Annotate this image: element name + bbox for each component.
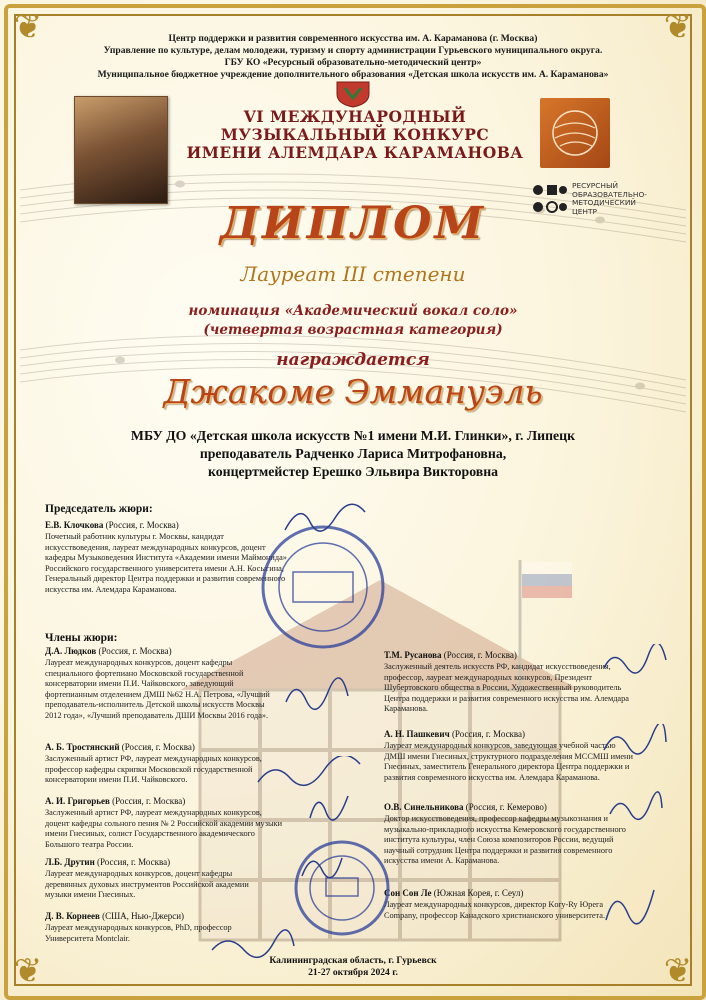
school-line-1: МБУ ДО «Детская школа искусств №1 имени М.И. Глинки», г. Липецк (130, 428, 576, 443)
nomination: номинация «Академический вокал соло» (188, 303, 518, 319)
age-category: (четвертая возрастная категория) (203, 322, 503, 338)
laureate-degree: Лауреат III степени (240, 262, 466, 286)
jury-member-name: Л.Б. Друтин (Россия, г. Москва) (45, 857, 171, 867)
jury-member-description: Лауреат международных конкурсов, PhD, профессор Университета Montclair. (45, 923, 232, 943)
signature-le-icon (600, 880, 660, 930)
jury-member-description: Лауреат международных конкурсов, доцент кафедры специального фортепиано Московской государственной консерватории имени П.И. Чайковского, заведующий фортепианным отделением ДМШ №62 Н.А. Петрова, «Лучший преподаватель-исполнитель Детской школы искусств Москвы 2012 года», «Лучший преподаватель ДШИ Москвы 2016 года». (45, 658, 270, 720)
corner-ornament-icon: ❦ (13, 953, 43, 990)
jury-member-description: Заслуженный деятель искусств РФ, кандидат искусствоведения, профессор, лауреат международных конкурсов, Президент Шубертовского общества в России, Художественный руководитель Центра поддержки и развития современного искусства им. Алемдара Караманова. (384, 662, 629, 714)
competition-title-line-3: ИМЕНИ АЛЕМДАРА КАРАМАНОВА (186, 143, 524, 162)
teacher-line: преподаватель Радченко Лариса Митрофановна, (199, 446, 507, 461)
jury-chair-name: Е.В. Клочкова (Россия, г. Москва) (45, 520, 179, 530)
round-stamp-icon (258, 522, 388, 652)
awarded-label: награждается (276, 350, 430, 370)
jury-chair-heading: Председатель жюри: (45, 503, 153, 515)
signature-trostyansky-icon (254, 756, 364, 790)
header-line-1: Центр поддержки и развития современного искусства им. А. Караманова (г. Москва) (168, 33, 538, 44)
jury-member-description: Лауреат международных конкурсов, директор Kory-Ry Юрега Company, профессор Канадского христианского университета. (384, 900, 606, 920)
signature-sinelnikova-icon (606, 790, 666, 826)
competition-title-line-1: VI МЕЖДУНАРОДНЫЙ (243, 107, 467, 126)
signature-rusanova-icon (600, 644, 670, 680)
corner-ornament-icon: ❦ (13, 9, 43, 46)
header-line-3: ГБУ КО «Ресурсный образовательно-методический центр» (224, 57, 482, 68)
corner-ornament-icon: ❦ (663, 9, 693, 46)
rc-line-3: МЕТОДИЧЕСКИЙ (572, 198, 636, 208)
jury-member-description: Лауреат международных конкурсов, доцент кафедры деревянных духовых инструментов Российской академии музыки имени Гнесиных. (45, 869, 249, 900)
header-line-4: Муниципальное бюджетное учреждение дополнительного образования «Детская школа искусств им. А. Караманова» (97, 69, 609, 80)
date: 21-27 октября 2024 г. (308, 967, 398, 978)
place: Калининградская область, г. Гурьевск (269, 955, 437, 966)
jury-member-description: Доктор искусствоведения, профессор кафедры музыкознания и музыкально-прикладного искусства Кемеровского государственного института культуры, член Союза композиторов России, ведущий научный сотрудник Центра поддержки и развития современного искусства имени А. Караманова. (384, 814, 626, 866)
resource-center-label (572, 182, 647, 216)
jury-member-name: Т.М. Русанова (Россия, г. Москва) (384, 650, 517, 660)
composer-portrait-photo (74, 96, 168, 204)
signature-lyudkov-icon (282, 676, 352, 712)
jury-member-name: Д. В. Корнеев (США, Нью-Джерси) (45, 911, 185, 921)
jury-member-description: Заслуженный артист РФ, лауреат международных конкурсов, доцент кафедры сольного пения № 2 Российской академии музыки имени Гнесиных, солист Государственного академического Большого театра России. (45, 808, 283, 849)
rc-line-1: РЕСУРСНЫЙ (572, 181, 619, 190)
signature-pashkevich-icon (600, 724, 670, 760)
winner-name: Джакоме Эммануэль (163, 372, 543, 411)
signature-drutin-icon (296, 846, 346, 886)
corner-ornament-icon: ❦ (663, 953, 693, 990)
jury-member-name: А. Б. Тростянский (Россия, г. Москва) (45, 742, 195, 752)
jury-chair-description: Почетный работник культуры г. Москвы, кандидат искусствоведения, лауреат международных конкурсов, доцент кафедры Музыковедения Института «Академии имени Маймонида» Российского государственного университета имени А.Н. Косыгина, Генеральный директор Центра поддержки и развития современного искусства им. Алемдара Караманова. (45, 532, 287, 594)
accompanist-line: концертмейстер Ерешко Эльвира Викторовна (207, 464, 499, 479)
jury-member-name: Д.А. Людков (Россия, г. Москва) (45, 646, 172, 656)
jury-member-name: Сон Сон Ле (Южная Корея, г. Сеул) (384, 888, 524, 898)
coat-of-arms-icon (333, 80, 373, 108)
jury-members-heading: Члены жюри: (45, 632, 118, 644)
orange-globe-logo (540, 98, 610, 168)
rc-line-4: ЦЕНТР (572, 206, 597, 216)
jury-member-name: А. Н. Пашкевич (Россия, г. Москва) (384, 729, 526, 739)
signature-grigoriev-icon (304, 786, 354, 826)
jury-member-description: Лауреат международных конкурсов, заведующая учебной частью ДМШ имени Гнесиных, структурного подразделения МССМШ имени Гнесиных, заместитель Генерального директора Центра поддержки и развития современного искусства им. Алемдара Караманова. (384, 741, 633, 782)
jury-member-name: О.В. Синельникова (Россия, г. Кемерово) (384, 802, 547, 812)
diploma-title: ДИПЛОМ (219, 198, 487, 249)
jury-member-name: А. И. Григорьев (Россия, г. Москва) (45, 796, 186, 806)
rc-line-2: ОБРАЗОВАТЕЛЬНО- (572, 189, 647, 199)
jury-member-description: Заслуженный артист РФ, лауреат международных конкурсов, профессор кафедры скрипки Московской государственной консерватории имени П.И. Чайковского. (45, 754, 262, 785)
signature-chair-icon (280, 500, 370, 540)
header-line-2: Управление по культуре, делам молодежи, туризму и спорту администрации Гурьевского муниципального округа. (103, 45, 603, 56)
competition-title-line-2: МУЗЫКАЛЬНЫЙ КОНКУРС (220, 125, 490, 144)
